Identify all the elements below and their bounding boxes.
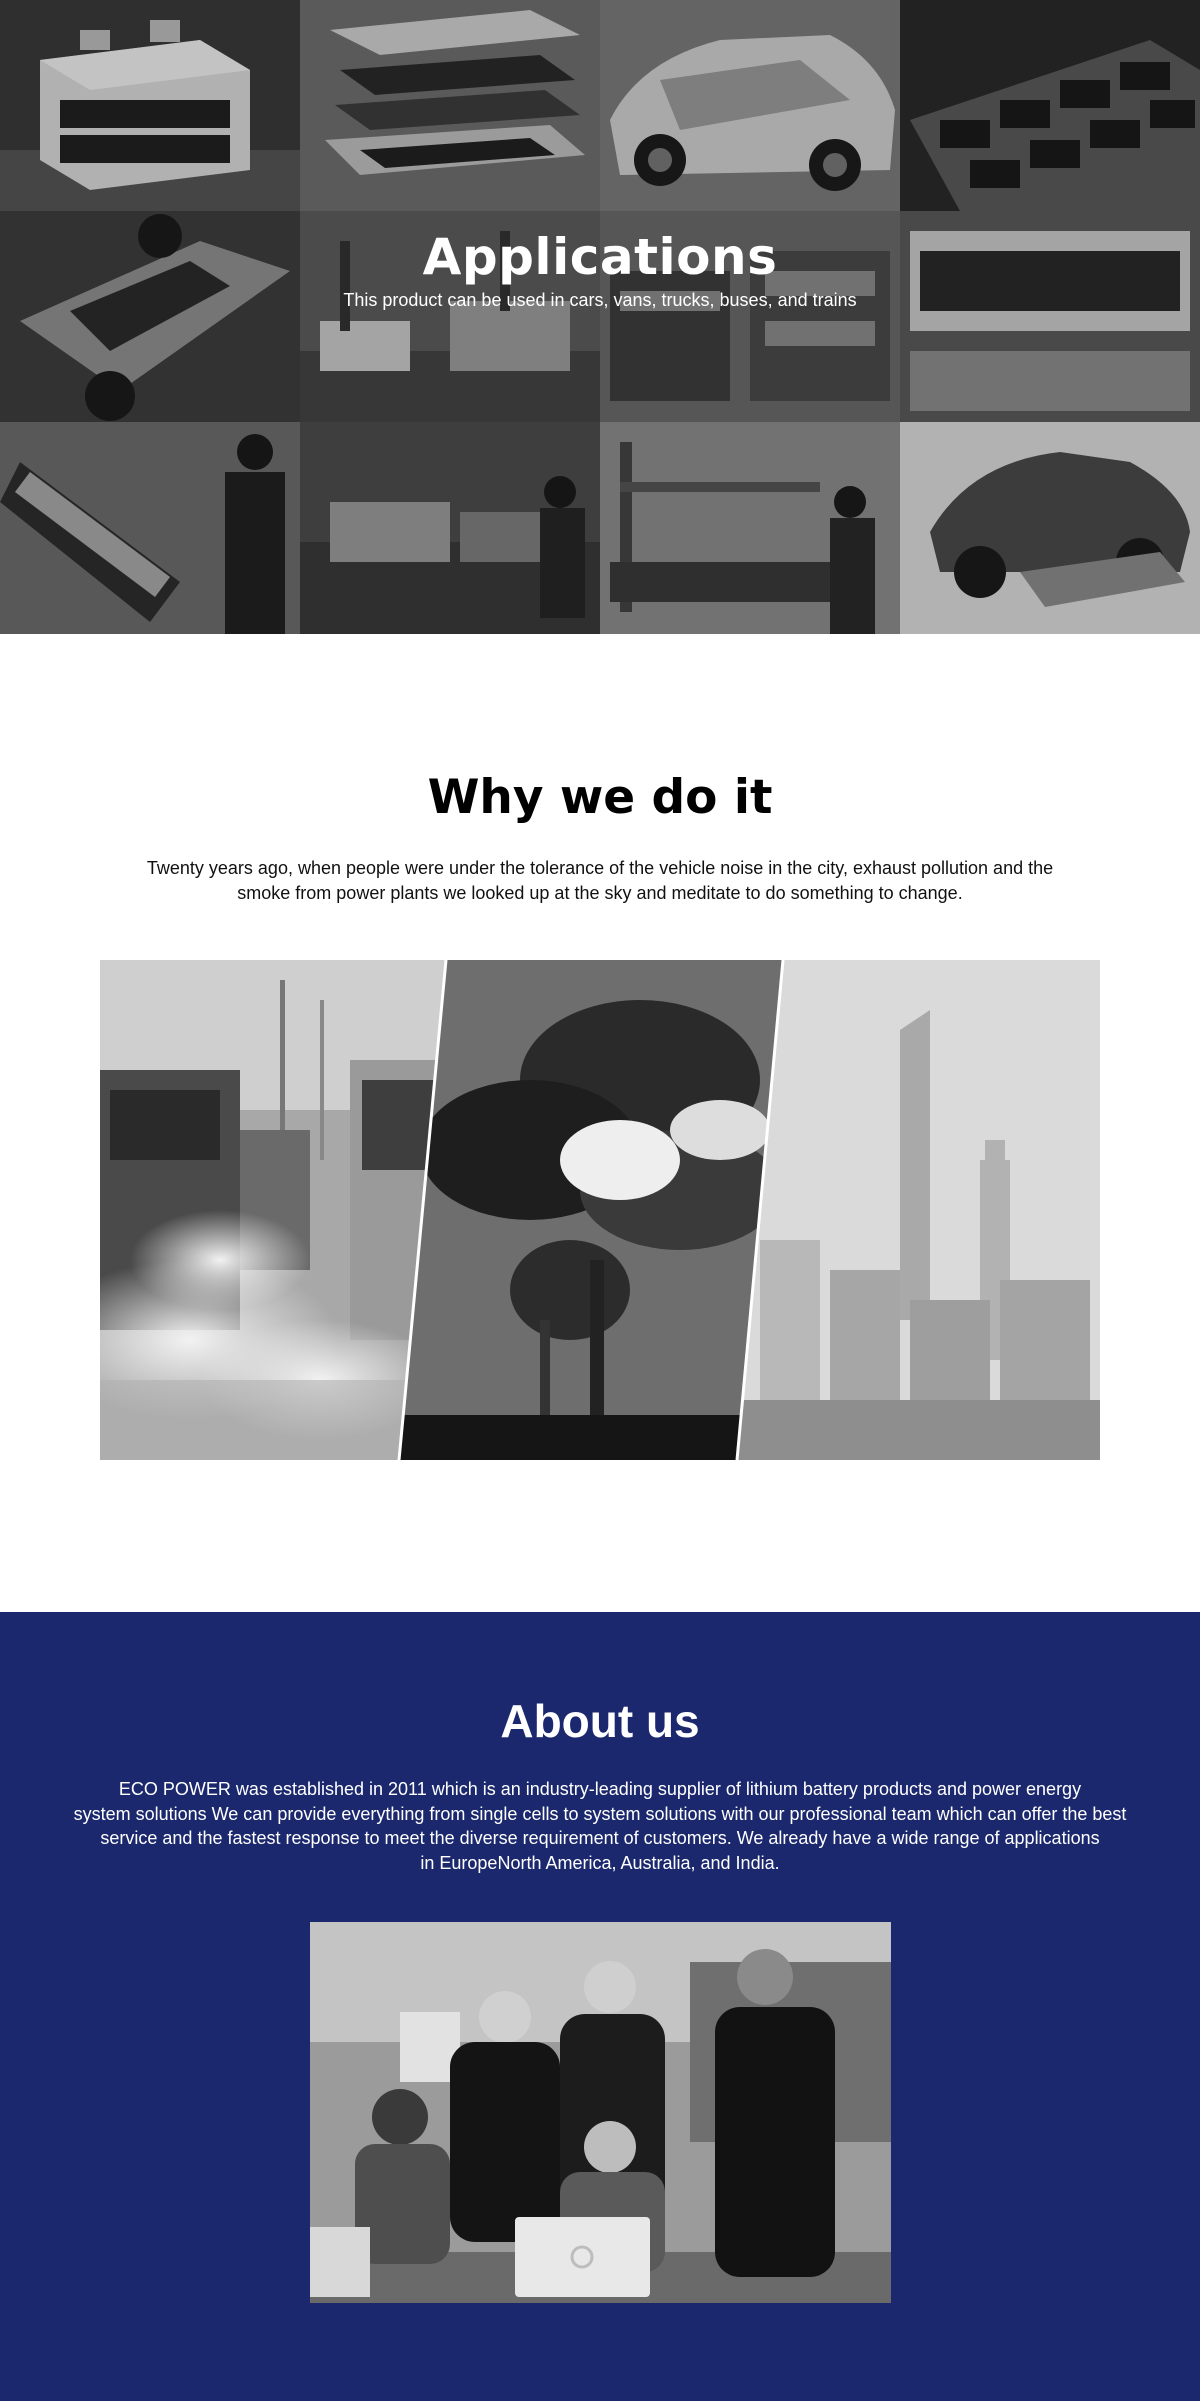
team-photo: [310, 1922, 891, 2303]
smog-skyline-image: [730, 960, 1100, 1460]
hero-overlay: [0, 0, 1200, 634]
applications-subtitle: This product can be used in cars, vans, trucks, buses, and trains: [343, 290, 857, 310]
pollution-images: [100, 960, 1100, 1460]
about-text-line: in EuropeNorth America, Australia, and India.: [420, 1852, 780, 1873]
about-section: [0, 1612, 1200, 2401]
about-text: [60, 1777, 1140, 1875]
applications-section: [0, 0, 1200, 634]
about-text-line: system solutions We can provide everything from single cells to system solutions with our professional team which can offer the best: [73, 1803, 1127, 1824]
about-title: About us: [500, 1695, 700, 1747]
factory-smoke-image: [390, 960, 790, 1460]
about-text-line: service and the fastest response to meet the diverse requirement of customers. We already have a wide range of applications: [100, 1828, 1100, 1848]
about-text-line: ECO POWER was established in 2011 which is an industry-leading supplier of lithium battery products and power energy: [118, 1779, 1082, 1799]
applications-title: Applications: [422, 228, 778, 286]
why-text: Twenty years ago, when people were under the tolerance of the vehicle noise in the city, exhaust pollution and the smoke from power plants we looked up at the sky and meditate to do something to change.: [146, 858, 1054, 903]
why-title: Why we do it: [427, 770, 773, 825]
traffic-exhaust-image: [100, 960, 450, 1460]
